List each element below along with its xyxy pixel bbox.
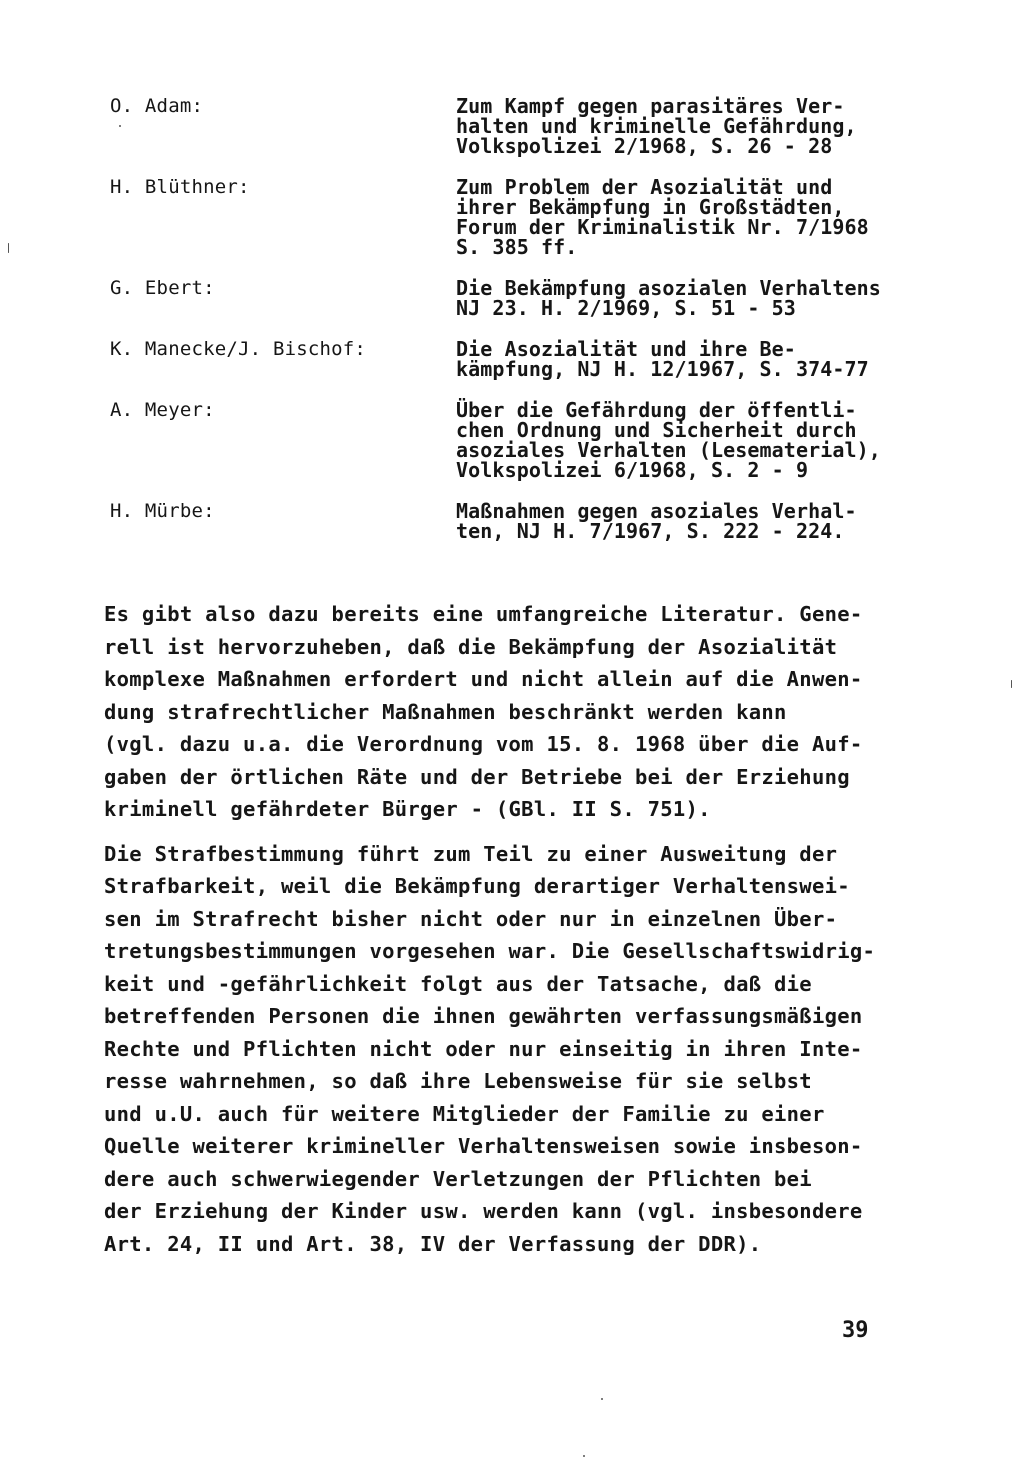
reference-line: asoziales Verhalten (Lesematerial), [456, 438, 881, 462]
text-line: gaben der örtlichen Räte und der Betriebe bei der Erziehung [104, 764, 850, 789]
text-line: der Erziehung der Kinder usw. werden kann (vgl. insbesondere [104, 1199, 863, 1223]
text-line: (vgl. dazu u.a. die Verordnung vom 15. 8. 1968 über die Auf- [104, 732, 863, 756]
reference-line: S. 385 ff. [456, 235, 578, 259]
reference-author: H. Blüthner: [110, 176, 250, 198]
reference-line: Forum der Kriminalistik Nr. 7/1968 [456, 215, 869, 239]
reference-line: Über die Gefährdung der öffentli- [456, 398, 857, 422]
reference-line: kämpfung, NJ H. 12/1967, S. 374-77 [456, 357, 869, 381]
reference-author: G. Ebert: [110, 277, 215, 299]
reference-title [456, 400, 930, 480]
reference-author: A. Meyer: [110, 399, 215, 421]
reference-author: O. Adam: [110, 95, 204, 117]
text-line: kriminell gefährdeter Bürger - (GBl. II S. 751). [104, 797, 711, 821]
text-line: dung strafrechtlicher Maßnahmen beschränkt werden kann [104, 699, 787, 724]
reference-line: Zum Problem der Asozialität und [456, 175, 833, 199]
reference-title [456, 177, 930, 257]
page-number: 39 [842, 1318, 869, 1343]
text-line: Rechte und Pflichten nicht oder nur einseitig in ihren Inte- [104, 1036, 863, 1061]
reference-title [456, 278, 930, 318]
reference-line: Maßnahmen gegen asoziales Verhal- [456, 499, 857, 523]
reference-line: Volkspolizei 2/1968, S. 26 - 28 [456, 134, 833, 158]
text-line: Strafbarkeit, weil die Bekämpfung derartiger Verhaltenswei- [104, 874, 850, 898]
reference-title [456, 339, 930, 379]
text-line: und u.U. auch für weitere Mitglieder der Familie zu einer [104, 1101, 825, 1126]
reference-line: NJ 23. H. 2/1969, S. 51 - 53 [456, 296, 796, 320]
reference-entry [110, 339, 930, 379]
reference-entry [110, 501, 930, 541]
reference-line: Volkspolizei 6/1968, S. 2 - 9 [456, 458, 809, 482]
text-line: tretungsbestimmungen vorgesehen war. Die Gesellschaftswidrig- [104, 939, 876, 963]
scan-speck [583, 1455, 585, 1457]
reference-line: Die Asozialität und ihre Be- [456, 337, 796, 361]
reference-entry [110, 96, 930, 156]
reference-entry [110, 400, 930, 480]
text-line: Quelle weiterer krimineller Verhaltensweisen sowie insbeson- [104, 1134, 863, 1158]
reference-entry [110, 278, 930, 318]
reference-line: ten, NJ H. 7/1967, S. 222 - 224. [456, 519, 845, 543]
text-line: dere auch schwerwiegender Verletzungen der Pflichten bei [104, 1166, 812, 1191]
text-line: betreffenden Personen die ihnen gewährten verfassungsmäßigen [104, 1004, 863, 1028]
paragraph [104, 598, 924, 826]
text-line: Art. 24, II und Art. 38, IV der Verfassung der DDR). [104, 1231, 762, 1256]
reference-list [110, 96, 930, 562]
reference-title [456, 96, 930, 156]
reference-line: ihrer Bekämpfung in Großstädten, [456, 195, 845, 219]
reference-line: Zum Kampf gegen parasitäres Ver- [456, 94, 845, 118]
reference-title [456, 501, 930, 541]
text-line: rell ist hervorzuheben, daß die Bekämpfung der Asozialität [104, 634, 838, 659]
text-line: sen im Strafrecht bisher nicht oder nur in einzelnen Über- [104, 906, 838, 931]
text-line: keit und -gefährlichkeit folgt aus der Tatsache, daß die [104, 971, 812, 996]
scan-speck [1011, 680, 1012, 688]
text-line: resse wahrnehmen, so daß ihre Lebensweise für sie selbst [104, 1069, 812, 1093]
reference-author: K. Manecke/J. Bischof: [110, 338, 367, 360]
reference-entry [110, 177, 930, 257]
reference-author: H. Mürbe: [110, 500, 215, 522]
text-line: Die Strafbestimmung führt zum Teil zu einer Ausweitung der [104, 841, 838, 866]
reference-line: Die Bekämpfung asozialen Verhaltens [456, 276, 881, 300]
reference-line: chen Ordnung und Sicherheit durch [456, 418, 857, 442]
text-line: komplexe Maßnahmen erfordert und nicht allein auf die Anwen- [104, 667, 863, 691]
reference-line: halten und kriminelle Gefährdung, [456, 114, 857, 138]
text-line: Es gibt also dazu bereits eine umfangreiche Literatur. Gene- [104, 602, 863, 626]
scan-speck [8, 243, 9, 253]
paragraph [104, 838, 924, 1261]
scan-speck [119, 125, 121, 127]
scan-speck [601, 1398, 603, 1400]
body-text [104, 598, 924, 1272]
